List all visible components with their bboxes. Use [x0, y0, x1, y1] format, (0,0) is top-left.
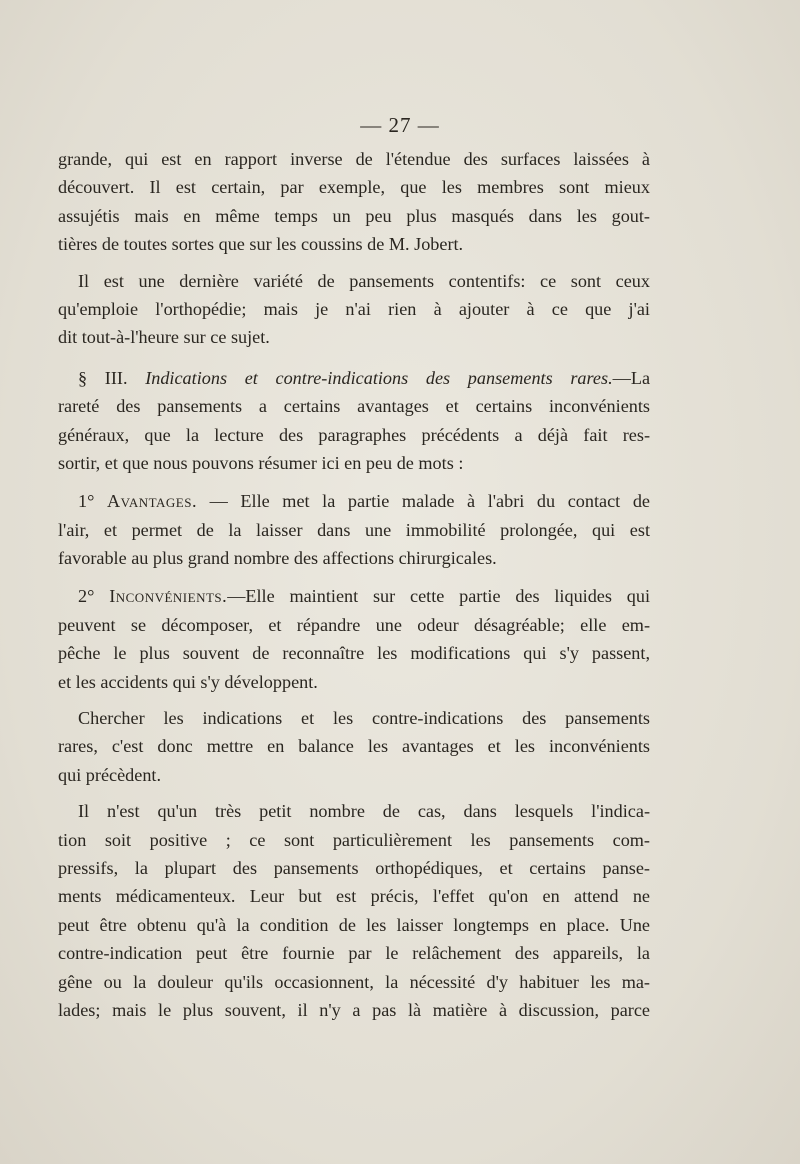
text-line: rares, c'est donc mettre en balance les avantages et les inconvénients [58, 736, 650, 757]
section-title: Indications et contre-indications des pansements rares. [145, 367, 613, 388]
text-line: généraux, que la lecture des paragraphes précédents a déjà fait res- [58, 424, 650, 445]
disadvantages-paragraph [58, 582, 650, 696]
section-heading-line [58, 364, 650, 392]
advantages-heading-line [58, 487, 650, 515]
text-line: pressifs, la plupart des pansements orthopédiques, et certains panse- [58, 857, 650, 878]
text-line: l'air, et permet de la laisser dans une immobilité prolongée, qui est [58, 519, 650, 540]
text-line: grande, qui est en rapport inverse de l'étendue des surfaces laissées à [58, 149, 650, 169]
advantages-tail: — Elle met la partie malade à l'abri du contact de [197, 491, 650, 512]
text-line: lades; mais le plus souvent, il n'y a pas là matière à discussion, parce [58, 999, 650, 1020]
text-line: qu'emploie l'orthopédie; mais je n'ai rien à ajouter à ce que j'ai [58, 298, 650, 319]
text-line: rareté des pansements a certains avantages et certains inconvénients [58, 396, 650, 417]
paragraph [58, 145, 650, 259]
paragraph [58, 704, 650, 789]
text-line: Il n'est qu'un très petit nombre de cas, dans lesquels l'indica- [78, 801, 650, 822]
disadvantages-tail: —Elle maintient sur cette partie des liquides qui [227, 586, 651, 607]
text-line: peuvent se décomposer, et répandre une odeur désagréable; elle em- [58, 614, 650, 635]
text-line: ments médicamenteux. Leur but est précis, l'effet qu'on en attend ne [58, 886, 650, 907]
paragraph [58, 267, 650, 352]
text-line: pêche le plus souvent de reconnaître les modifications qui s'y passent, [58, 643, 650, 664]
text-line: gêne ou la douleur qu'ils occasionnent, la nécessité d'y habituer les ma- [58, 971, 650, 992]
disadvantages-heading: Inconvénients. [109, 586, 228, 607]
text-line: sortir, et que nous pouvons résumer ici en peu de mots : [58, 452, 464, 473]
text-line: assujétis mais en même temps un peu plus masqués dans les gout- [58, 205, 650, 226]
text-line: et les accidents qui s'y développent. [58, 671, 318, 692]
disadvantages-number: 2° [78, 586, 95, 607]
page-number: — 27 — [360, 113, 440, 137]
text-line: dit tout-à-l'heure sur ce sujet. [58, 327, 270, 348]
advantages-number: 1° [78, 491, 95, 512]
paragraph [58, 797, 650, 1024]
text-line: peut être obtenu qu'à la condition de les laisser longtemps en place. Une [58, 914, 650, 935]
text-line: tion soit positive ; ce sont particulièrement les pansements com- [58, 829, 650, 850]
section-mark: § III. [78, 367, 128, 388]
text-line: Il est une dernière variété de pansements contentifs: ce sont ceux [78, 270, 650, 291]
disadvantages-heading-line [58, 582, 650, 610]
advantages-paragraph [58, 487, 650, 572]
section-paragraph [58, 364, 650, 478]
advantages-heading: Avantages. [106, 491, 198, 512]
section-title-tail: —La [612, 367, 651, 388]
text-line: qui précèdent. [58, 764, 162, 785]
text-line: découvert. Il est certain, par exemple, que les membres sont mieux [58, 177, 650, 198]
text-line: Chercher les indications et les contre-indications des pansements [78, 708, 650, 729]
text-line: contre-indication peut être fournie par le relâchement des appareils, la [58, 943, 650, 964]
text-line: favorable au plus grand nombre des affections chirurgicales. [58, 548, 497, 569]
text-line: tières de toutes sortes que sur les coussins de M. Jobert. [58, 234, 464, 255]
body-text [58, 145, 650, 1024]
